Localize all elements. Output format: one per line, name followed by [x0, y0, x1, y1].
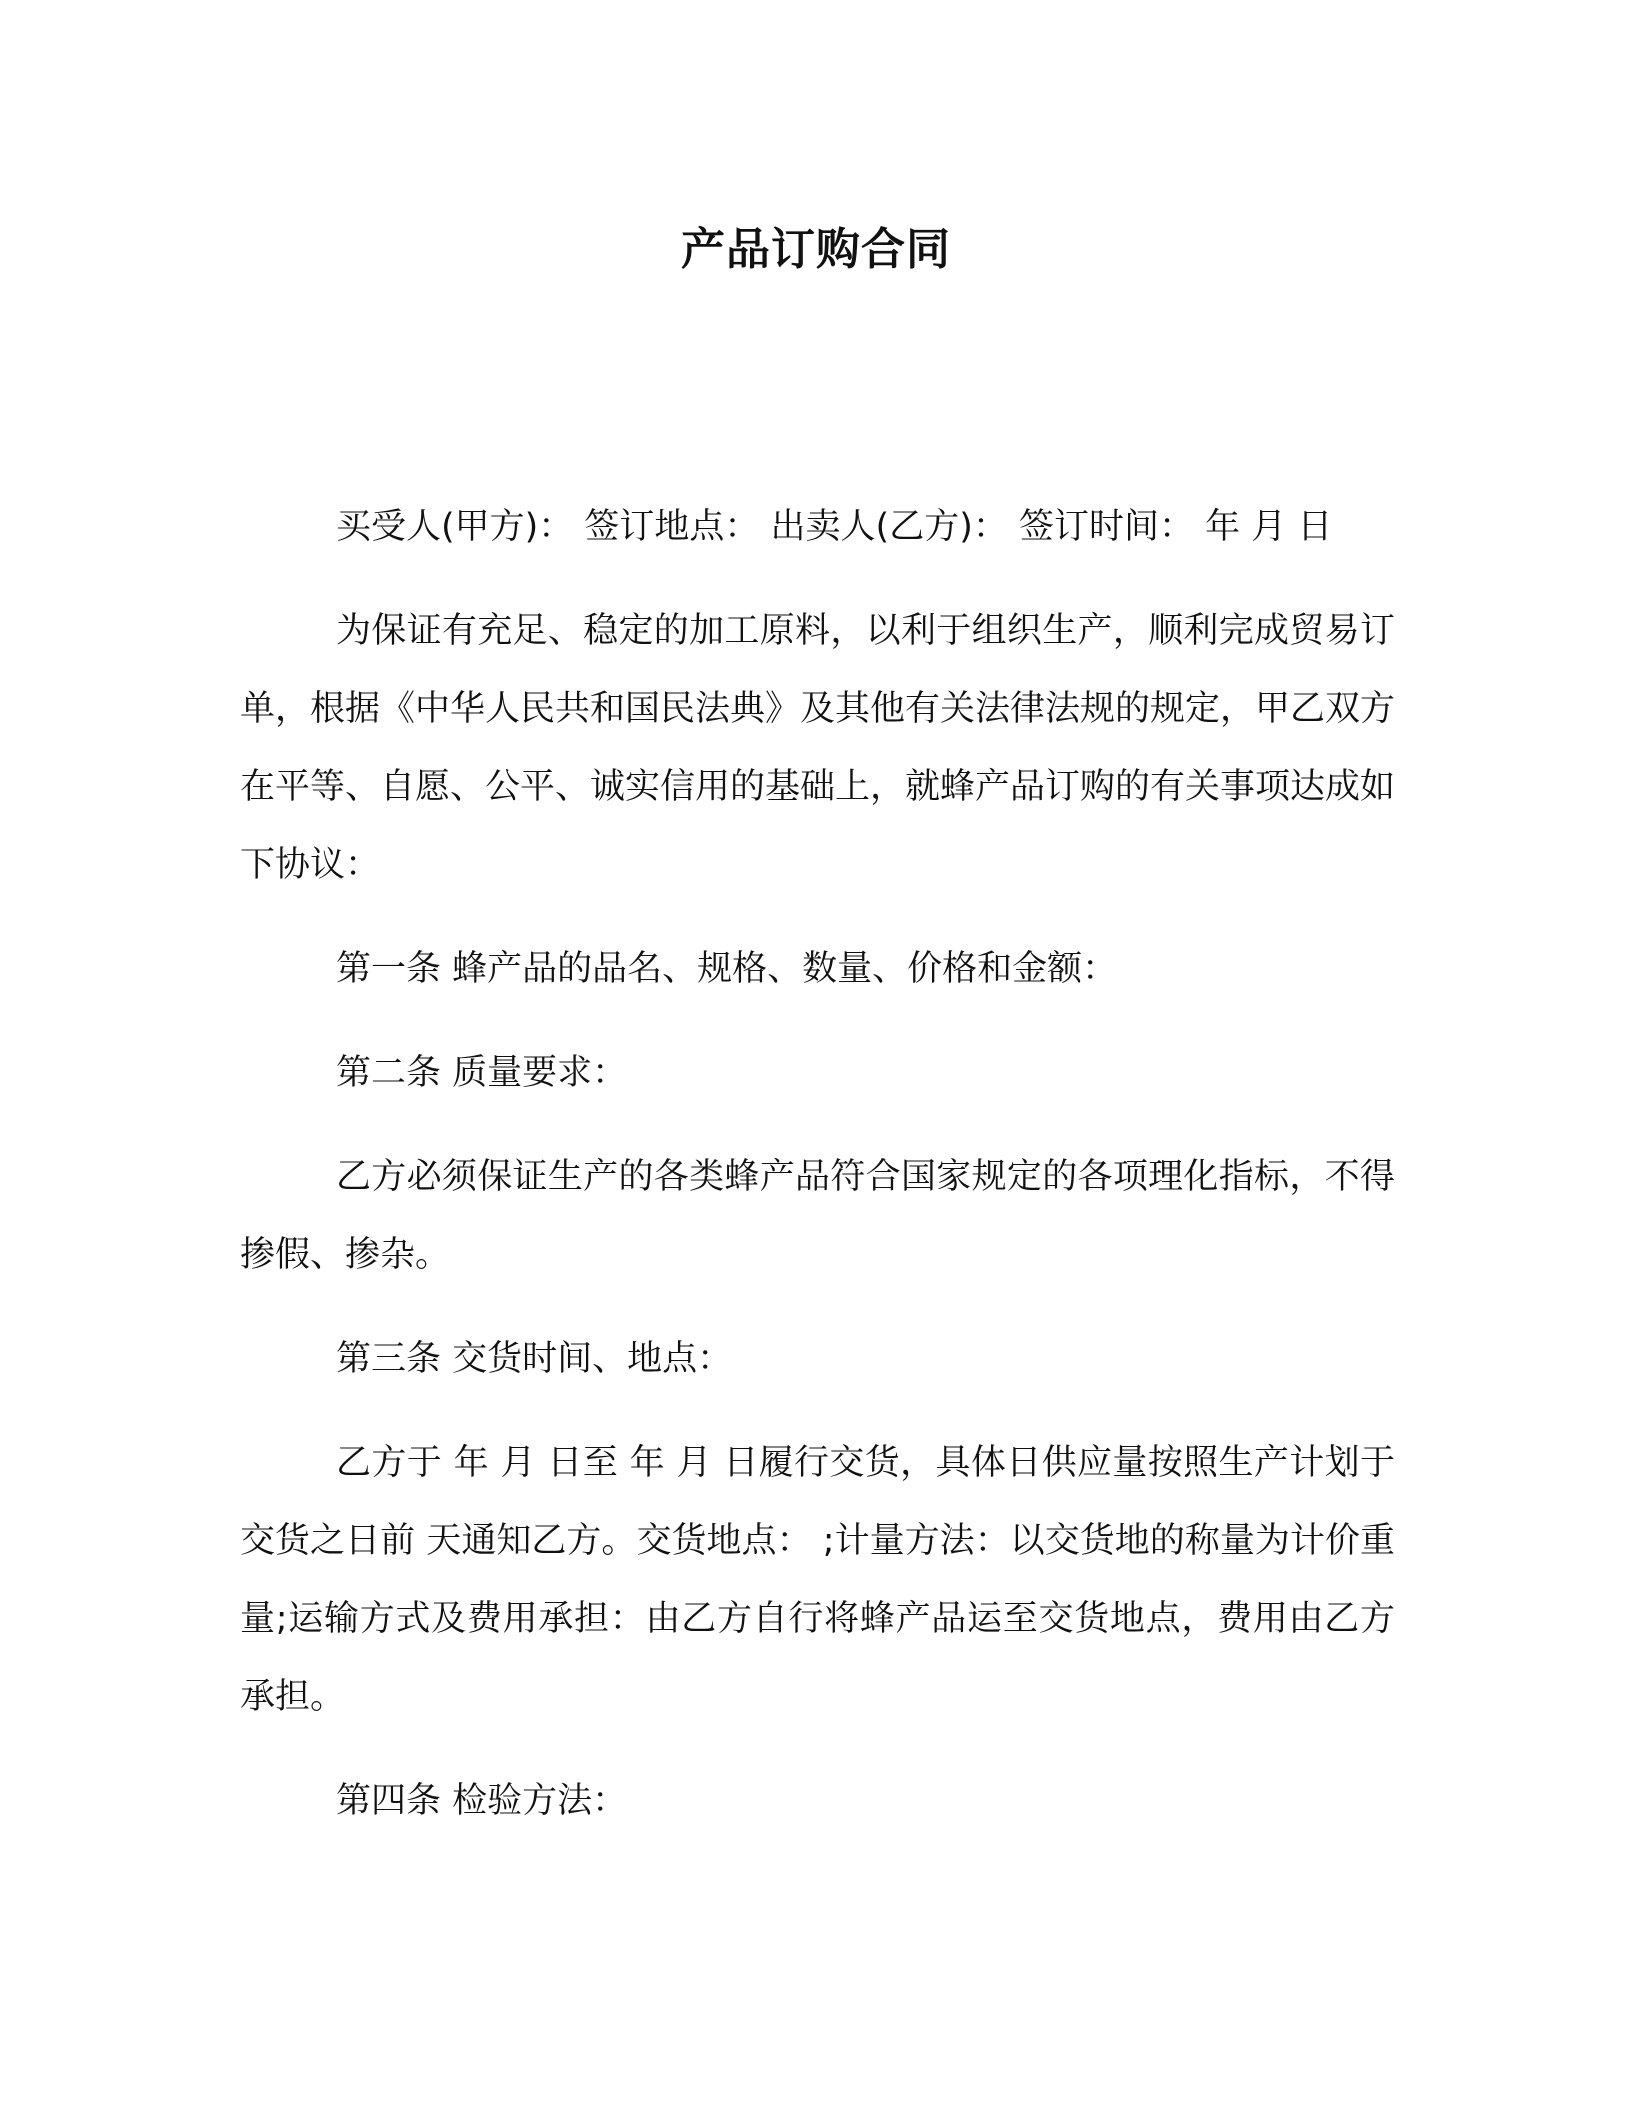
- article-2-heading: 第二条 质量要求：: [336, 1053, 628, 1093]
- article-1-heading: 第一条 蜂产品的品名、规格、数量、价格和金额：: [336, 949, 1118, 989]
- parties-line: 买受人(甲方)： 签订地点： 出卖人(乙方)： 签订时间： 年 月 日: [336, 507, 1333, 547]
- document-body: [240, 488, 1395, 1866]
- document-title: 产品订购合同: [681, 224, 951, 275]
- article-4-heading: 第四条 检验方法：: [336, 1781, 628, 1821]
- article-3-heading: 第三条 交货时间、地点：: [336, 1339, 733, 1379]
- article-3-text: 乙方于 年 月 日至 年 月 日履行交货，具体日供应量按照生产计划于交货之日前 天通知乙方。交货地点： ;计量方法：以交货地的称量为计价重量;运输方式及费用承担：由乙方自行将蜂产品运至交货地点，费用由乙方承担。: [240, 1443, 1395, 1717]
- article-2-text: 乙方必须保证生产的各类蜂产品符合国家规定的各项理化指标，不得掺假、掺杂。: [240, 1157, 1395, 1275]
- preamble-paragraph: 为保证有充足、稳定的加工原料，以利于组织生产，顺利完成贸易订单，根据《中华人民共和国民法典》及其他有关法律法规的规定，甲乙双方在平等、自愿、公平、诚实信用的基础上，就蜂产品订购的有关事项达成如下协议：: [240, 611, 1396, 885]
